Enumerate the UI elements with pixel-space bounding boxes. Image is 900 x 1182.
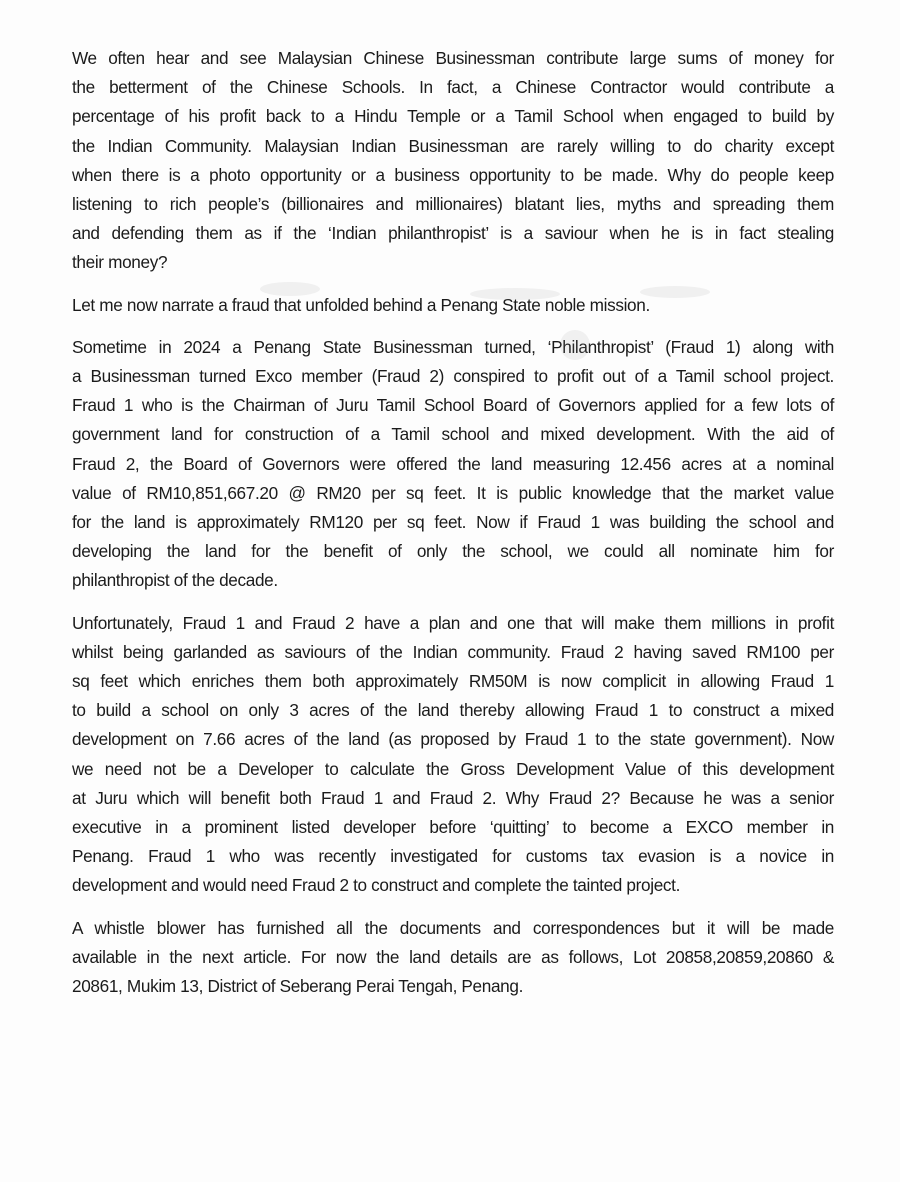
paragraph-whistleblower	[72, 914, 834, 1002]
paragraph-land-offer	[72, 333, 834, 596]
document-page	[72, 44, 834, 1014]
text-line: A whistle blower has furnished all the documents and correspondences but it will be made	[72, 917, 834, 938]
text-line: we need not be a Developer to calculate the Gross Development Value of this development	[72, 758, 834, 779]
text-line: to build a school on only 3 acres of the land thereby allowing Fraud 1 to construct a mixed	[72, 700, 834, 721]
text-line: whilst being garlanded as saviours of the Indian community. Fraud 2 having saved RM100 per	[72, 641, 834, 662]
text-line: when there is a photo opportunity or a business opportunity to be made. Why do people keep	[72, 164, 834, 185]
text-line: government land for construction of a Tamil school and mixed development. With the aid of	[72, 424, 834, 445]
text-line: listening to rich people’s (billionaires and millionaires) blatant lies, myths and spreading them	[72, 194, 834, 215]
text-line: executive in a prominent listed developer before ‘quitting’ to become a EXCO member in	[72, 817, 834, 838]
text-line: their money?	[72, 252, 168, 273]
text-line: development and would need Fraud 2 to construct and complete the tainted project.	[72, 875, 680, 896]
text-line: Let me now narrate a fraud that unfolded behind a Penang State noble mission.	[72, 294, 650, 315]
text-line: Penang. Fraud 1 who was recently investigated for customs tax evasion is a novice in	[72, 846, 834, 867]
text-line: value of RM10,851,667.20 @ RM20 per sq feet. It is public knowledge that the market value	[72, 482, 834, 503]
text-line: Unfortunately, Fraud 1 and Fraud 2 have a plan and one that will make them millions in profit	[72, 612, 834, 633]
text-line: Fraud 2, the Board of Governors were offered the land measuring 12.456 acres at a nominal	[72, 453, 834, 474]
text-line: development on 7.66 acres of the land (as proposed by Fraud 1 to the state government). Now	[72, 729, 834, 750]
text-line: We often hear and see Malaysian Chinese Businessman contribute large sums of money for	[72, 48, 834, 68]
text-line: the Indian Community. Malaysian Indian Businessman are rarely willing to do charity except	[72, 135, 834, 156]
text-line: percentage of his profit back to a Hindu Temple or a Tamil School when engaged to build by	[72, 106, 834, 127]
text-line: developing the land for the benefit of only the school, we could all nominate him for	[72, 541, 834, 562]
text-line: sq feet which enriches them both approximately RM50M is now complicit in allowing Fraud 1	[72, 671, 834, 692]
text-line: Fraud 1 who is the Chairman of Juru Tamil School Board of Governors applied for a few lots of	[72, 395, 834, 416]
text-line: and defending them as if the ‘Indian philanthropist’ is a saviour when he is in fact stealing	[72, 223, 834, 244]
text-line: available in the next article. For now the land details are as follows, Lot 20858,20859,20860 &	[72, 946, 834, 967]
paragraph-narrate	[72, 291, 834, 320]
text-line: Sometime in 2024 a Penang State Businessman turned, ‘Philanthropist’ (Fraud 1) along with	[72, 336, 834, 357]
text-line: philanthropist of the decade.	[72, 570, 278, 591]
paragraph-plan	[72, 609, 834, 901]
text-line: a Businessman turned Exco member (Fraud 2) conspired to profit out of a Tamil school project.	[72, 366, 834, 387]
paragraph-intro	[72, 44, 834, 278]
text-line: 20861, Mukim 13, District of Seberang Perai Tengah, Penang.	[72, 976, 524, 997]
text-line: at Juru which will benefit both Fraud 1 and Fraud 2. Why Fraud 2? Because he was a senior	[72, 787, 834, 808]
text-line: the betterment of the Chinese Schools. In fact, a Chinese Contractor would contribute a	[72, 77, 834, 98]
text-line: for the land is approximately RM120 per sq feet. Now if Fraud 1 was building the school and	[72, 512, 834, 533]
